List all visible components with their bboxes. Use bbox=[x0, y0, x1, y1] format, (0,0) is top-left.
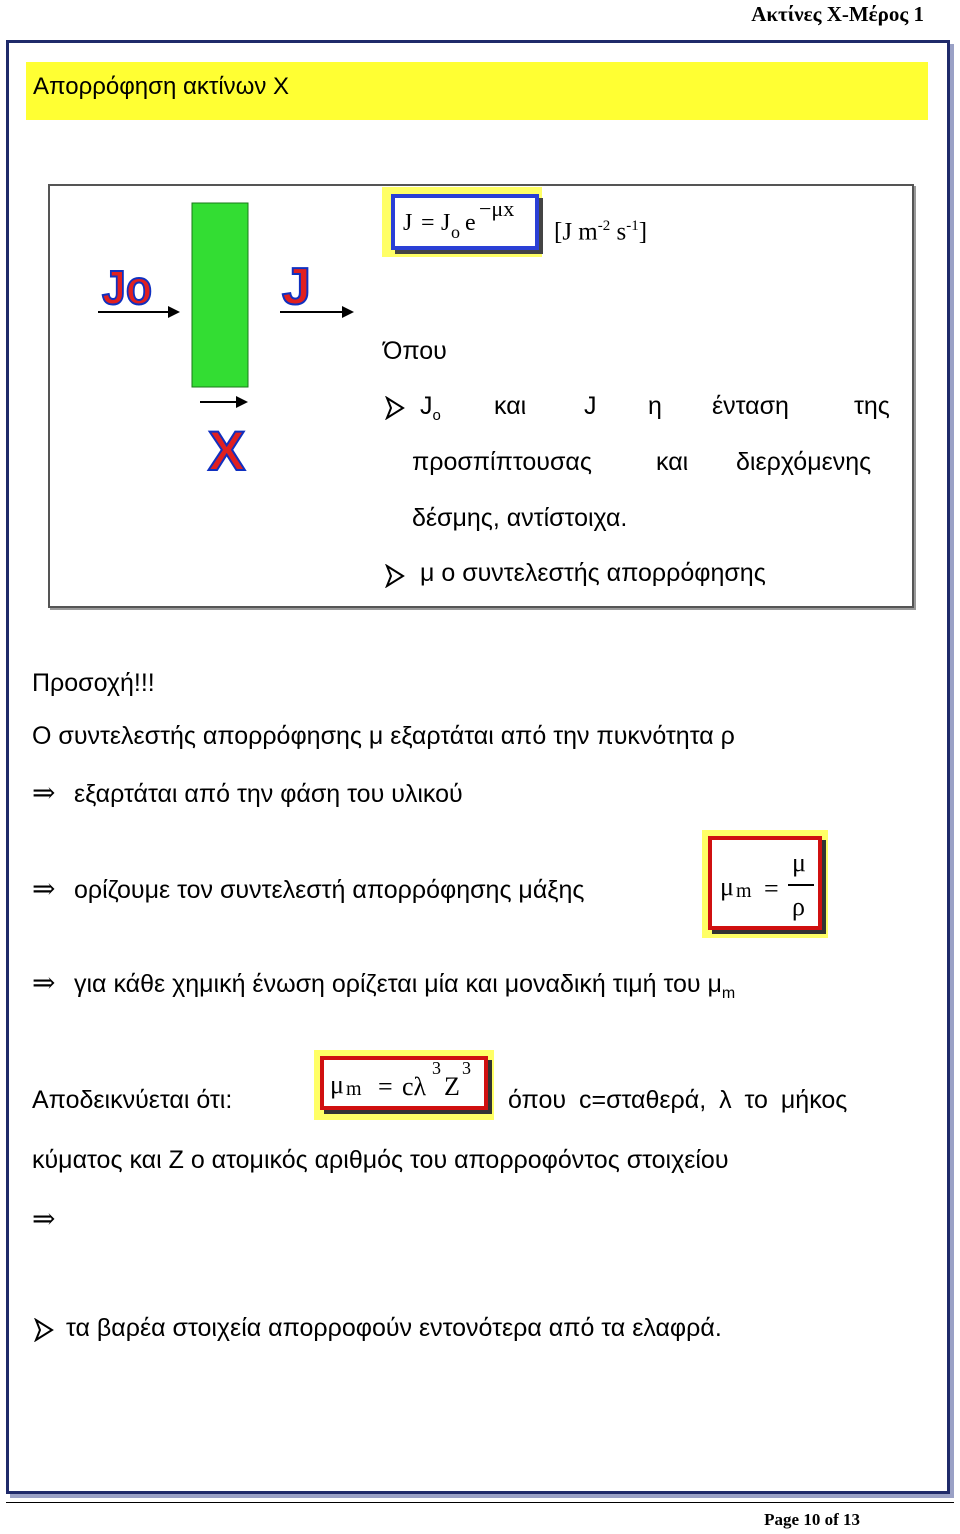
proof-formula-sub: m bbox=[346, 1078, 362, 1100]
proof-formula-box bbox=[314, 1050, 494, 1120]
mass-formula-denominator: ρ bbox=[792, 892, 805, 921]
mass-formula-sub: m bbox=[736, 880, 752, 902]
arrow-bullet-icon bbox=[385, 564, 405, 588]
proof-tail: όπου c=σταθερά, λ το μήκος bbox=[508, 1086, 848, 1114]
mass-formula-mu: μ bbox=[720, 872, 734, 901]
bullet1-line2c: διερχόμενης bbox=[736, 448, 872, 476]
proof-formula-c-lambda: cλ bbox=[402, 1072, 427, 1101]
implies-arrow-icon: ⇒ bbox=[32, 874, 56, 905]
beam-diagram bbox=[50, 190, 380, 490]
proof-label: Αποδεικνύεται ότι: bbox=[32, 1086, 233, 1114]
units-exp1: -2 bbox=[597, 218, 611, 234]
density-dependence-line: Ο συντελεστής απορρόφησης μ εξαρτάται από την πυκνότητα ρ bbox=[32, 722, 735, 750]
running-header: Ακτίνες Χ-Μέρος 1 bbox=[751, 2, 924, 26]
label-jo: Jo bbox=[102, 262, 152, 315]
unique-value-line: για κάθε χημική ένωση ορίζεται μία και μοναδική τιμή του $\mu_m$ bbox=[74, 970, 736, 1002]
bullet1-w1: και bbox=[494, 392, 527, 420]
bullet1-w4: ένταση bbox=[712, 392, 789, 420]
implies-arrow-icon: ⇒ bbox=[32, 1204, 56, 1235]
attention-label: Προσοχή!!! bbox=[32, 669, 155, 697]
bullet1-line2b: και bbox=[656, 448, 689, 476]
proof-line2: κύματος και Ζ ο ατομικός αριθμός του απορροφόντος στοιχείου bbox=[32, 1146, 729, 1174]
formula-lhs: J bbox=[403, 210, 413, 236]
units-label bbox=[554, 218, 647, 246]
formula-e: e bbox=[465, 210, 476, 236]
bullet2-text: μ ο συντελεστής απορρόφησης bbox=[420, 559, 766, 587]
formula-eq: = bbox=[421, 210, 435, 236]
formula-exponent: −μx bbox=[479, 196, 515, 221]
label-x: X bbox=[208, 419, 246, 482]
mass-formula-eq: = bbox=[764, 874, 779, 903]
proof-formula-eq: = bbox=[378, 1072, 393, 1101]
fraction-bar bbox=[788, 884, 814, 886]
conclusion-line: τα βαρέα στοιχεία απορροφούν εντονότερα από τα ελαφρά. bbox=[66, 1314, 722, 1342]
where-label: Όπου bbox=[383, 337, 447, 365]
formula-j: J bbox=[441, 210, 451, 236]
mass-coefficient-formula-box bbox=[702, 830, 828, 938]
units-open: [J m bbox=[554, 218, 598, 246]
bullet1-j: $J_o$ bbox=[420, 392, 441, 424]
bullet1-w2: J bbox=[584, 392, 597, 420]
implies-arrow-icon: ⇒ bbox=[32, 968, 56, 999]
bullet1-w5: της bbox=[854, 392, 890, 420]
page-number: Page 10 of 13 bbox=[764, 1510, 860, 1529]
footer-divider bbox=[6, 1502, 954, 1503]
section-title: Απορρόφηση ακτίνων Χ bbox=[26, 62, 928, 120]
proof-formula-z: Z bbox=[444, 1072, 460, 1101]
phase-dependence-line: εξαρτάται από την φάση του υλικού bbox=[74, 780, 463, 808]
xray-direction-arrow-icon bbox=[200, 396, 248, 408]
bullet1-line3: δέσμης, αντίστοιχα. bbox=[412, 504, 628, 532]
proof-formula-mu: μ bbox=[330, 1070, 344, 1099]
arrow-bullet-icon bbox=[385, 396, 405, 420]
arrow-bullet-icon bbox=[34, 1318, 54, 1342]
absorber-slab bbox=[192, 203, 248, 387]
bullet1-w3: η bbox=[648, 392, 662, 420]
proof-formula-exp1: 3 bbox=[432, 1058, 441, 1078]
proof-formula-exp2: 3 bbox=[462, 1058, 471, 1078]
mass-coefficient-line: ορίζουμε τον συντελεστή απορρόφησης μάξης bbox=[74, 876, 585, 904]
formula-sub-o: o bbox=[451, 222, 460, 242]
units-s: s bbox=[610, 218, 627, 246]
label-j: J bbox=[282, 258, 311, 316]
bullet1-line2a: προσπίπτουσας bbox=[412, 448, 592, 476]
units-exp2: -1 bbox=[626, 218, 639, 234]
implies-arrow-icon: ⇒ bbox=[32, 778, 56, 809]
units-close: ] bbox=[638, 218, 648, 246]
mass-formula-numerator: μ bbox=[792, 848, 806, 877]
absorption-formula-box bbox=[382, 187, 542, 257]
